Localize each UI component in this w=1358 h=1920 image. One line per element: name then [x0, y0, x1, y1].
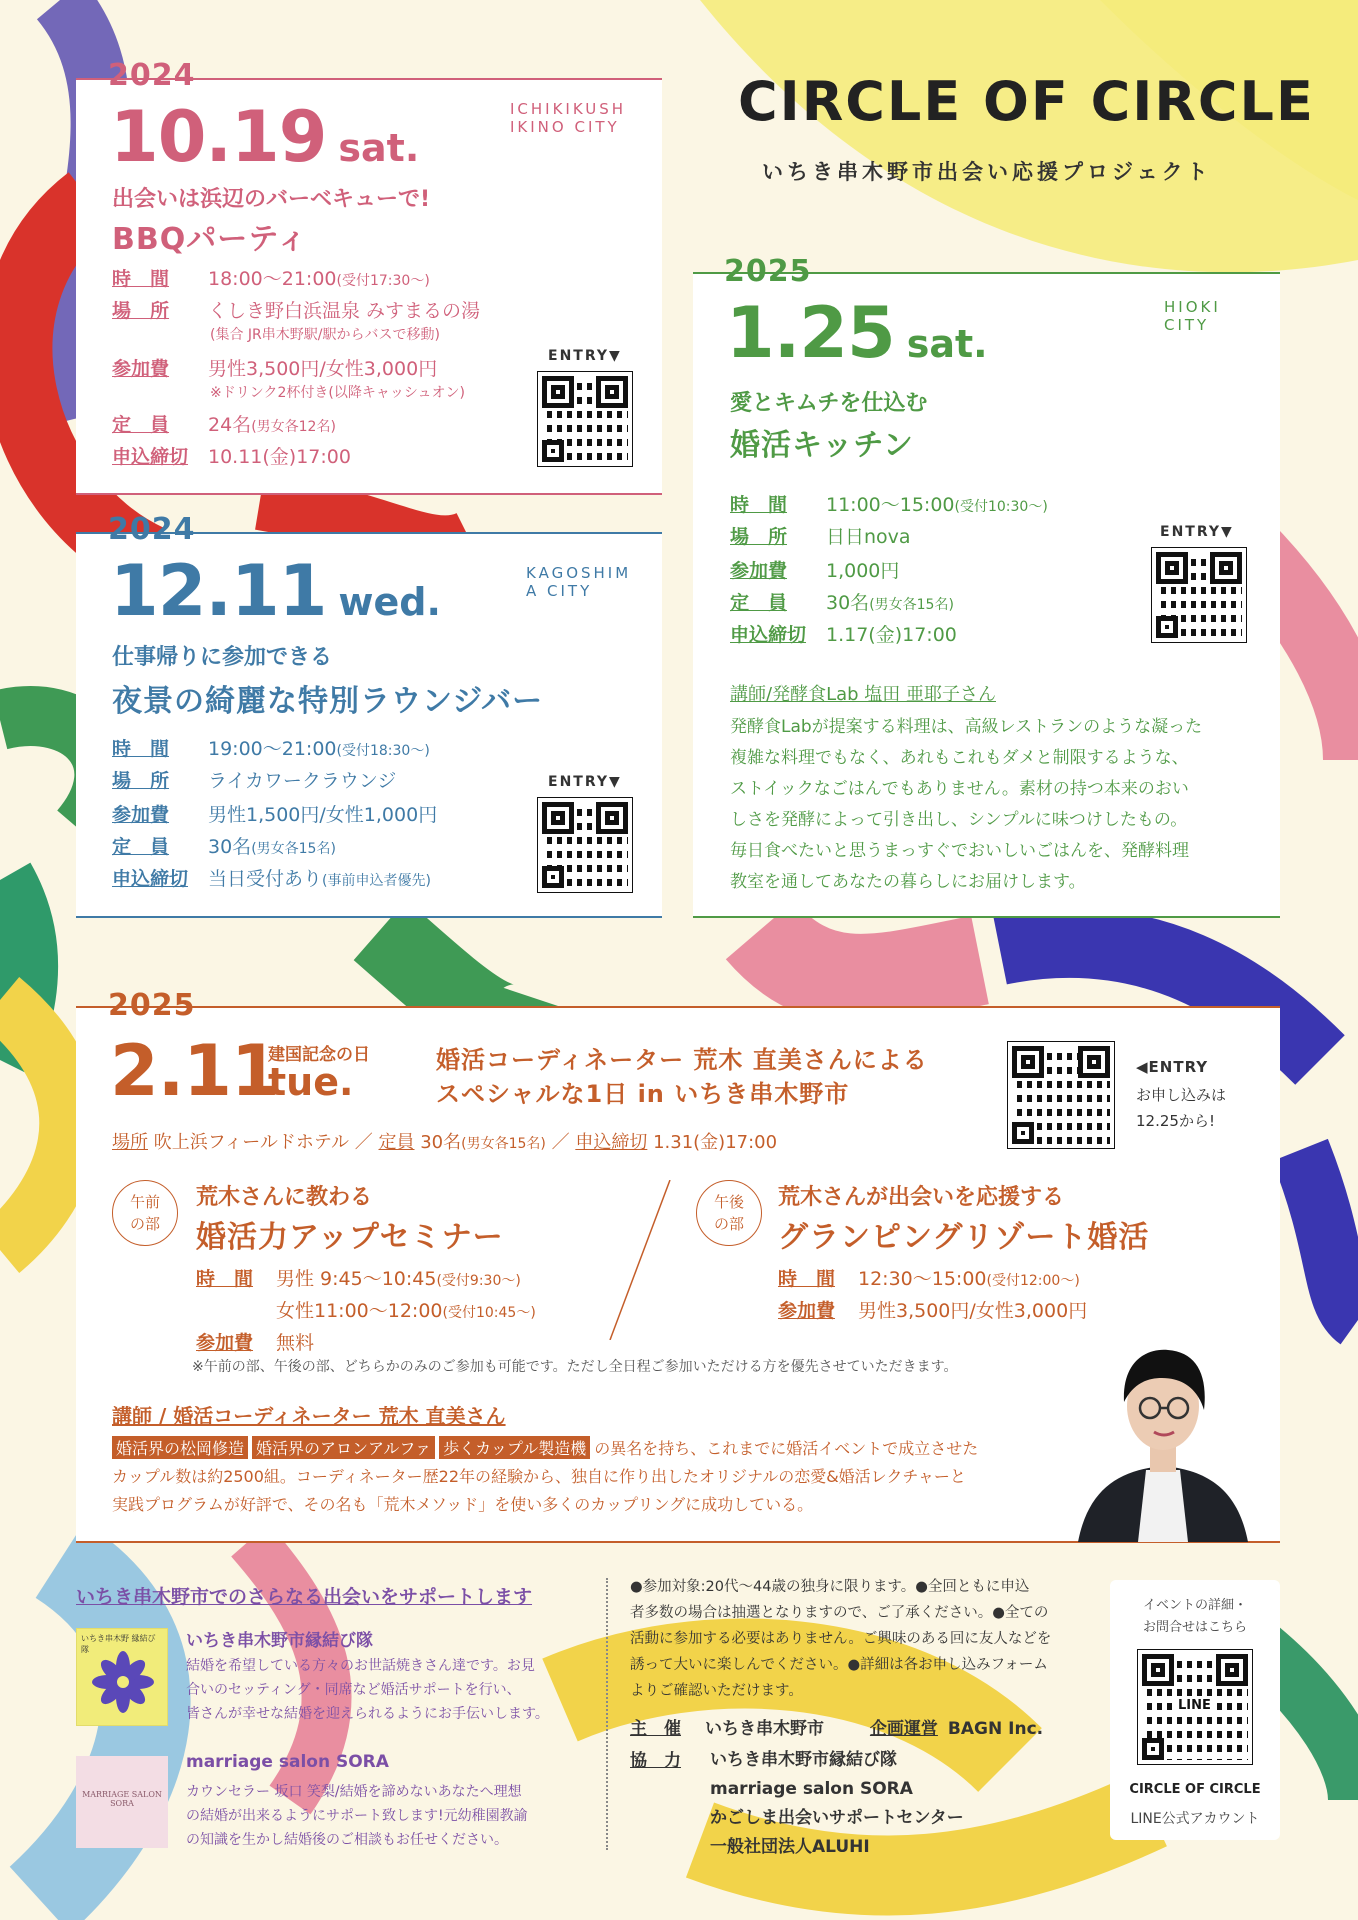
event2-city: KAGOSHIMA CITY	[526, 564, 632, 600]
fee-label: 参加費	[112, 358, 170, 380]
event4-note: ※午前の部、午後の部、どちらかのみのご参加も可能です。ただし全日程ご参加いただける方を優先させていただきます。	[192, 1359, 958, 1375]
event4-desc-3: 実践プログラムが好評で、その名も「荒木メソッド」を使い多くのカップリングに成功している。	[112, 1495, 814, 1514]
event4-year: 2025	[108, 988, 196, 1023]
place-label: 場 所	[730, 526, 788, 548]
time-sub: (受付9:30〜)	[436, 1273, 521, 1289]
fee-value: 無料	[276, 1332, 315, 1354]
time-label: 時 間	[778, 1268, 836, 1290]
host-label: 主 催	[630, 1719, 681, 1739]
org2-name: marriage salon SORA	[186, 1752, 389, 1772]
event1-entry-qr[interactable]	[538, 372, 632, 466]
org1-name: いちき串木野市縁結び隊	[186, 1631, 373, 1651]
event1-date	[110, 96, 420, 178]
desc-line: ストイックなごはんでもありません。素材の持つ本来のおい	[730, 779, 1189, 799]
line-note-1: イベントの詳細・	[1142, 1598, 1247, 1613]
fee-label: 参加費	[730, 560, 788, 582]
event3-catch: 愛とキムチを仕込む	[730, 391, 928, 416]
org2-description	[186, 1780, 528, 1852]
capacity-label: 定 員	[112, 836, 170, 858]
event3-time	[730, 490, 1048, 517]
deadline-value: 1.31(金)17:00	[653, 1132, 778, 1153]
capacity-sub: (男女各15名)	[251, 841, 336, 857]
capacity-label: 定 員	[112, 414, 170, 436]
capacity-label: 定 員	[730, 592, 788, 614]
event2-dow: wed.	[338, 580, 441, 624]
time-value: 11:00〜15:00	[826, 494, 955, 516]
event2-date	[110, 550, 441, 632]
event3-date-number: 1.25	[726, 292, 895, 374]
info-line: 者多数の場合は抽選となりますので、ご了承ください。●全ての	[630, 1605, 1049, 1621]
org1-logo-text: いちき串木野 縁結び隊	[81, 1634, 156, 1654]
time-value: 18:00〜21:00	[208, 268, 337, 290]
capacity-value: 30名	[420, 1132, 462, 1153]
deadline-value: 当日受付あり	[208, 868, 323, 890]
pm-fee	[778, 1296, 1087, 1323]
event2-capacity	[112, 832, 336, 859]
time-sub: (受付10:45〜)	[442, 1305, 536, 1321]
nickname-tag: 婚活界の松岡修造	[112, 1436, 248, 1459]
am-fee	[196, 1328, 314, 1355]
event1-dow: sat.	[338, 126, 420, 170]
time-sub: (受付10:30〜)	[954, 499, 1048, 515]
badge-line: の部	[129, 1215, 160, 1233]
event1-time	[112, 264, 430, 291]
project-subtitle: いちき串木野市出会い応援プロジェクト	[762, 160, 1212, 184]
capacity-value: 24名	[208, 414, 252, 436]
place-label: 場 所	[112, 300, 170, 322]
desc-line: 発酵食Labが提案する料理は、高級レストランのような凝った	[730, 717, 1203, 737]
event3-capacity	[730, 588, 954, 615]
line-qr-label: LINE	[1174, 1696, 1215, 1715]
event1-capacity	[112, 410, 336, 437]
time-sub: (受付12:00〜)	[986, 1273, 1080, 1289]
cooperation-list	[710, 1746, 964, 1862]
event4-dow: tue.	[268, 1060, 354, 1104]
event1-entry-label: ENTRY▼	[548, 348, 622, 364]
desc-line: 合いのセッティング・同席など婚活サポートを行い、	[186, 1682, 521, 1698]
event4-info-line: 場所 吹上浜フィールドホテル ／ 定員 30名(男女各15名) ／ 申込締切 1.31(金)17:00	[112, 1132, 778, 1153]
desc-line: の異名を持ち、これまでに婚活イベントで成立させた	[594, 1439, 979, 1458]
pm-session-badge	[696, 1180, 762, 1246]
desc-line: 教室を通してあなたの暮らしにお届けします。	[730, 872, 1086, 892]
place-value: 吹上浜フィールドホテル	[153, 1132, 350, 1153]
event1-city: ICHIKIKUSHIKINO CITY	[510, 100, 627, 136]
deadline-value: 10.11(金)17:00	[208, 446, 351, 468]
deadline-sub: (事前申込者優先)	[322, 873, 431, 889]
event1-title: BBQパーティ	[112, 222, 308, 257]
lecturer-portrait	[1078, 1320, 1248, 1542]
event3-lecturer: 講師/発酵食Lab 塩田 亜耶子さん	[730, 684, 996, 705]
event3-entry-qr[interactable]	[1152, 548, 1246, 642]
org2-logo	[76, 1756, 168, 1848]
host-line	[630, 1714, 1043, 1739]
event4-headline-1: 婚活コーディネーター 荒木 直美さんによる	[436, 1046, 928, 1074]
capacity-value: 30名	[208, 836, 252, 858]
nickname-tag: 婚活界のアロンアルファ	[252, 1436, 435, 1459]
operator-value: BAGN Inc.	[947, 1719, 1044, 1739]
event2-catch: 仕事帰りに参加できる	[112, 645, 333, 670]
line-qr[interactable]	[1138, 1650, 1252, 1764]
event2-time	[112, 734, 430, 761]
capacity-label: 定員	[378, 1132, 415, 1153]
info-line: 誘って大いに楽しんでください。●詳細は各お申し込みフォーム	[630, 1657, 1048, 1673]
event3-fee	[730, 556, 899, 583]
host-value: いちき串木野市	[705, 1719, 824, 1739]
event4-entry-qr[interactable]	[1008, 1042, 1114, 1148]
nickname-tag: 歩くカップル製造機	[439, 1436, 590, 1459]
event2-entry-label: ENTRY▼	[548, 774, 622, 790]
line-account-label: LINE公式アカウント	[1130, 1811, 1260, 1827]
desc-line: 毎日食べたいと思うまっすぐでおいしいごはんを、発酵料理	[730, 841, 1189, 861]
fee-value: 男性3,500円/女性3,000円	[858, 1300, 1088, 1322]
participation-info	[630, 1574, 1051, 1704]
event4-entry-label: ◀ENTRY	[1136, 1058, 1209, 1076]
event2-deadline	[112, 864, 431, 891]
event3-entry-label: ENTRY▼	[1160, 524, 1234, 540]
event4-holiday: 建国記念の日	[268, 1045, 370, 1065]
event2-year: 2024	[108, 512, 196, 547]
session-divider	[600, 1180, 680, 1340]
fee-value: 男性3,500円/女性3,000円	[208, 358, 438, 380]
desc-line: 皆さんが幸せな結婚を迎えられるようにお手伝いします。	[186, 1706, 549, 1722]
section-divider	[606, 1578, 608, 1850]
event3-dow: sat.	[906, 322, 988, 366]
brand-title: CIRCLE OF CIRCLE	[738, 70, 1315, 133]
place-value: くしき野白浜温泉 みすまるの湯	[208, 300, 481, 322]
event2-date-number: 12.11	[110, 550, 327, 632]
capacity-value: 30名	[826, 592, 870, 614]
event4-entry-note-1: お申し込みは	[1136, 1086, 1227, 1104]
event4-entry-note-2: 12.25から!	[1136, 1112, 1215, 1130]
place-value: 日日nova	[826, 526, 911, 548]
time-label: 時 間	[196, 1268, 254, 1290]
line-note-2: お問合せはこちら	[1142, 1620, 1247, 1635]
desc-line: の知識を生かし結婚後のご相談もお任せください。	[186, 1832, 508, 1848]
event3-city: HIOKI CITY	[1164, 298, 1221, 334]
event1-date-number: 10.19	[110, 96, 327, 178]
event4-date	[110, 1030, 279, 1112]
cooperator: かごしま出会いサポートセンター	[710, 1808, 964, 1828]
flower-icon	[77, 1647, 169, 1717]
line-brand: CIRCLE OF CIRCLE	[1129, 1782, 1261, 1797]
event1-year: 2024	[108, 58, 196, 93]
am-time-1	[196, 1264, 521, 1291]
event2-entry-qr[interactable]	[538, 798, 632, 892]
event2-title: 夜景の綺麗な特別ラウンジバー	[112, 684, 544, 719]
pm-time	[778, 1264, 1080, 1291]
event4-desc-1	[112, 1436, 978, 1459]
place-value: ライカワークラウンジ	[208, 770, 397, 792]
fee-value: 男性1,500円/女性1,000円	[208, 804, 438, 826]
deadline-label: 申込締切	[730, 624, 807, 646]
desc-line: 複雑な料理でもなく、あれもこれもダメと制限するような、	[730, 748, 1189, 768]
event1-catch: 出会いは浜辺のバーベキューで!	[112, 187, 431, 212]
fee-label: 参加費	[196, 1332, 254, 1354]
time-value: 女性11:00〜12:00	[276, 1300, 443, 1322]
event4-lecturer: 講師 / 婚活コーディネーター 荒木 直美さん	[112, 1404, 506, 1428]
info-line: よりご確認いただけます。	[630, 1683, 803, 1699]
time-sub: (受付18:30〜)	[336, 743, 430, 759]
place-label: 場 所	[112, 770, 170, 792]
cooperator: marriage salon SORA	[710, 1779, 913, 1799]
event1-place	[112, 296, 480, 323]
time-value: 19:00〜21:00	[208, 738, 337, 760]
desc-line: 結婚を希望している方々のお世話焼きさん達です。お見	[186, 1658, 535, 1674]
info-line: 活動に参加する必要はありません。ご興味のある回に友人などを	[630, 1631, 1052, 1647]
time-label: 時 間	[112, 738, 170, 760]
time-sub: (受付17:30〜)	[336, 273, 430, 289]
deadline-label: 申込締切	[112, 446, 189, 468]
event4-date-number: 2.11	[110, 1030, 279, 1112]
deadline-label: 申込締切	[112, 868, 189, 890]
time-label: 時 間	[112, 268, 170, 290]
deadline-label: 申込締切	[575, 1132, 648, 1153]
event1-deadline	[112, 442, 351, 469]
am-time-2	[276, 1296, 536, 1323]
event2-fee	[112, 800, 437, 827]
am-session-badge	[112, 1180, 178, 1246]
event3-date	[726, 292, 988, 374]
pm-catch: 荒木さんが出会いを応援する	[778, 1185, 1065, 1210]
desc-line: カウンセラー 坂口 笑梨/結婚を諦めないあなたへ理想	[186, 1784, 522, 1800]
event1-fee-sub: ※ドリンク2杯付き(以降キャッシュオン)	[210, 385, 466, 401]
capacity-sub: (男女各12名)	[251, 419, 336, 435]
event4-desc-2: カップル数は約2500組。コーディネーター歴22年の経験から、独自に作り出したオリジナルの恋愛&婚活レクチャーと	[112, 1467, 966, 1486]
desc-line: しさを発酵によって引き出し、シンプルに味つけしたもの。	[730, 810, 1188, 830]
cooperator: 一般社団法人ALUHI	[710, 1837, 870, 1857]
time-value: 男性 9:45〜10:45	[276, 1268, 437, 1290]
org1-logo	[76, 1628, 168, 1726]
org1-description	[186, 1654, 549, 1726]
event3-year: 2025	[724, 254, 812, 289]
org2-logo-text: MARRIAGE SALON SORA	[82, 1790, 162, 1808]
event3-title: 婚活キッチン	[730, 428, 914, 463]
fee-label: 参加費	[112, 804, 170, 826]
badge-line: の部	[713, 1215, 744, 1233]
badge-line: 午後	[713, 1193, 744, 1211]
support-heading: いちき串木野市でのさらなる出会いをサポートします	[76, 1586, 533, 1608]
desc-line: の結婚が出来るようにサポート致します!元幼稚園教諭	[186, 1808, 528, 1824]
pm-title: グランピングリゾート婚活	[778, 1220, 1150, 1255]
cooperation-label: 協 力	[630, 1751, 681, 1771]
cooperator: いちき串木野市縁結び隊	[710, 1750, 897, 1770]
event1-place-sub: (集合 JR串木野駅/駅からバスで移動)	[210, 327, 440, 343]
fee-value: 1,000円	[826, 560, 900, 582]
capacity-sub: (男女各15名)	[461, 1136, 546, 1152]
time-value: 12:30〜15:00	[858, 1268, 987, 1290]
time-label: 時 間	[730, 494, 788, 516]
event3-description	[730, 712, 1202, 898]
deadline-value: 1.17(金)17:00	[826, 624, 957, 646]
info-line: ●参加対象:20代〜44歳の独身に限ります。●全回ともに申込	[630, 1579, 1030, 1595]
event3-place	[730, 522, 911, 549]
am-title: 婚活力アップセミナー	[196, 1220, 504, 1255]
am-catch: 荒木さんに教わる	[196, 1185, 373, 1210]
fee-label: 参加費	[778, 1300, 836, 1322]
operator-label: 企画運営	[869, 1719, 938, 1739]
event2-place	[112, 766, 396, 793]
badge-line: 午前	[129, 1193, 160, 1211]
event4-headline-2: スペシャルな1日 in いちき串木野市	[436, 1080, 850, 1108]
event3-deadline	[730, 620, 957, 647]
event1-fee	[112, 354, 437, 381]
place-label: 場所	[112, 1132, 148, 1153]
capacity-sub: (男女各15名)	[869, 597, 954, 613]
